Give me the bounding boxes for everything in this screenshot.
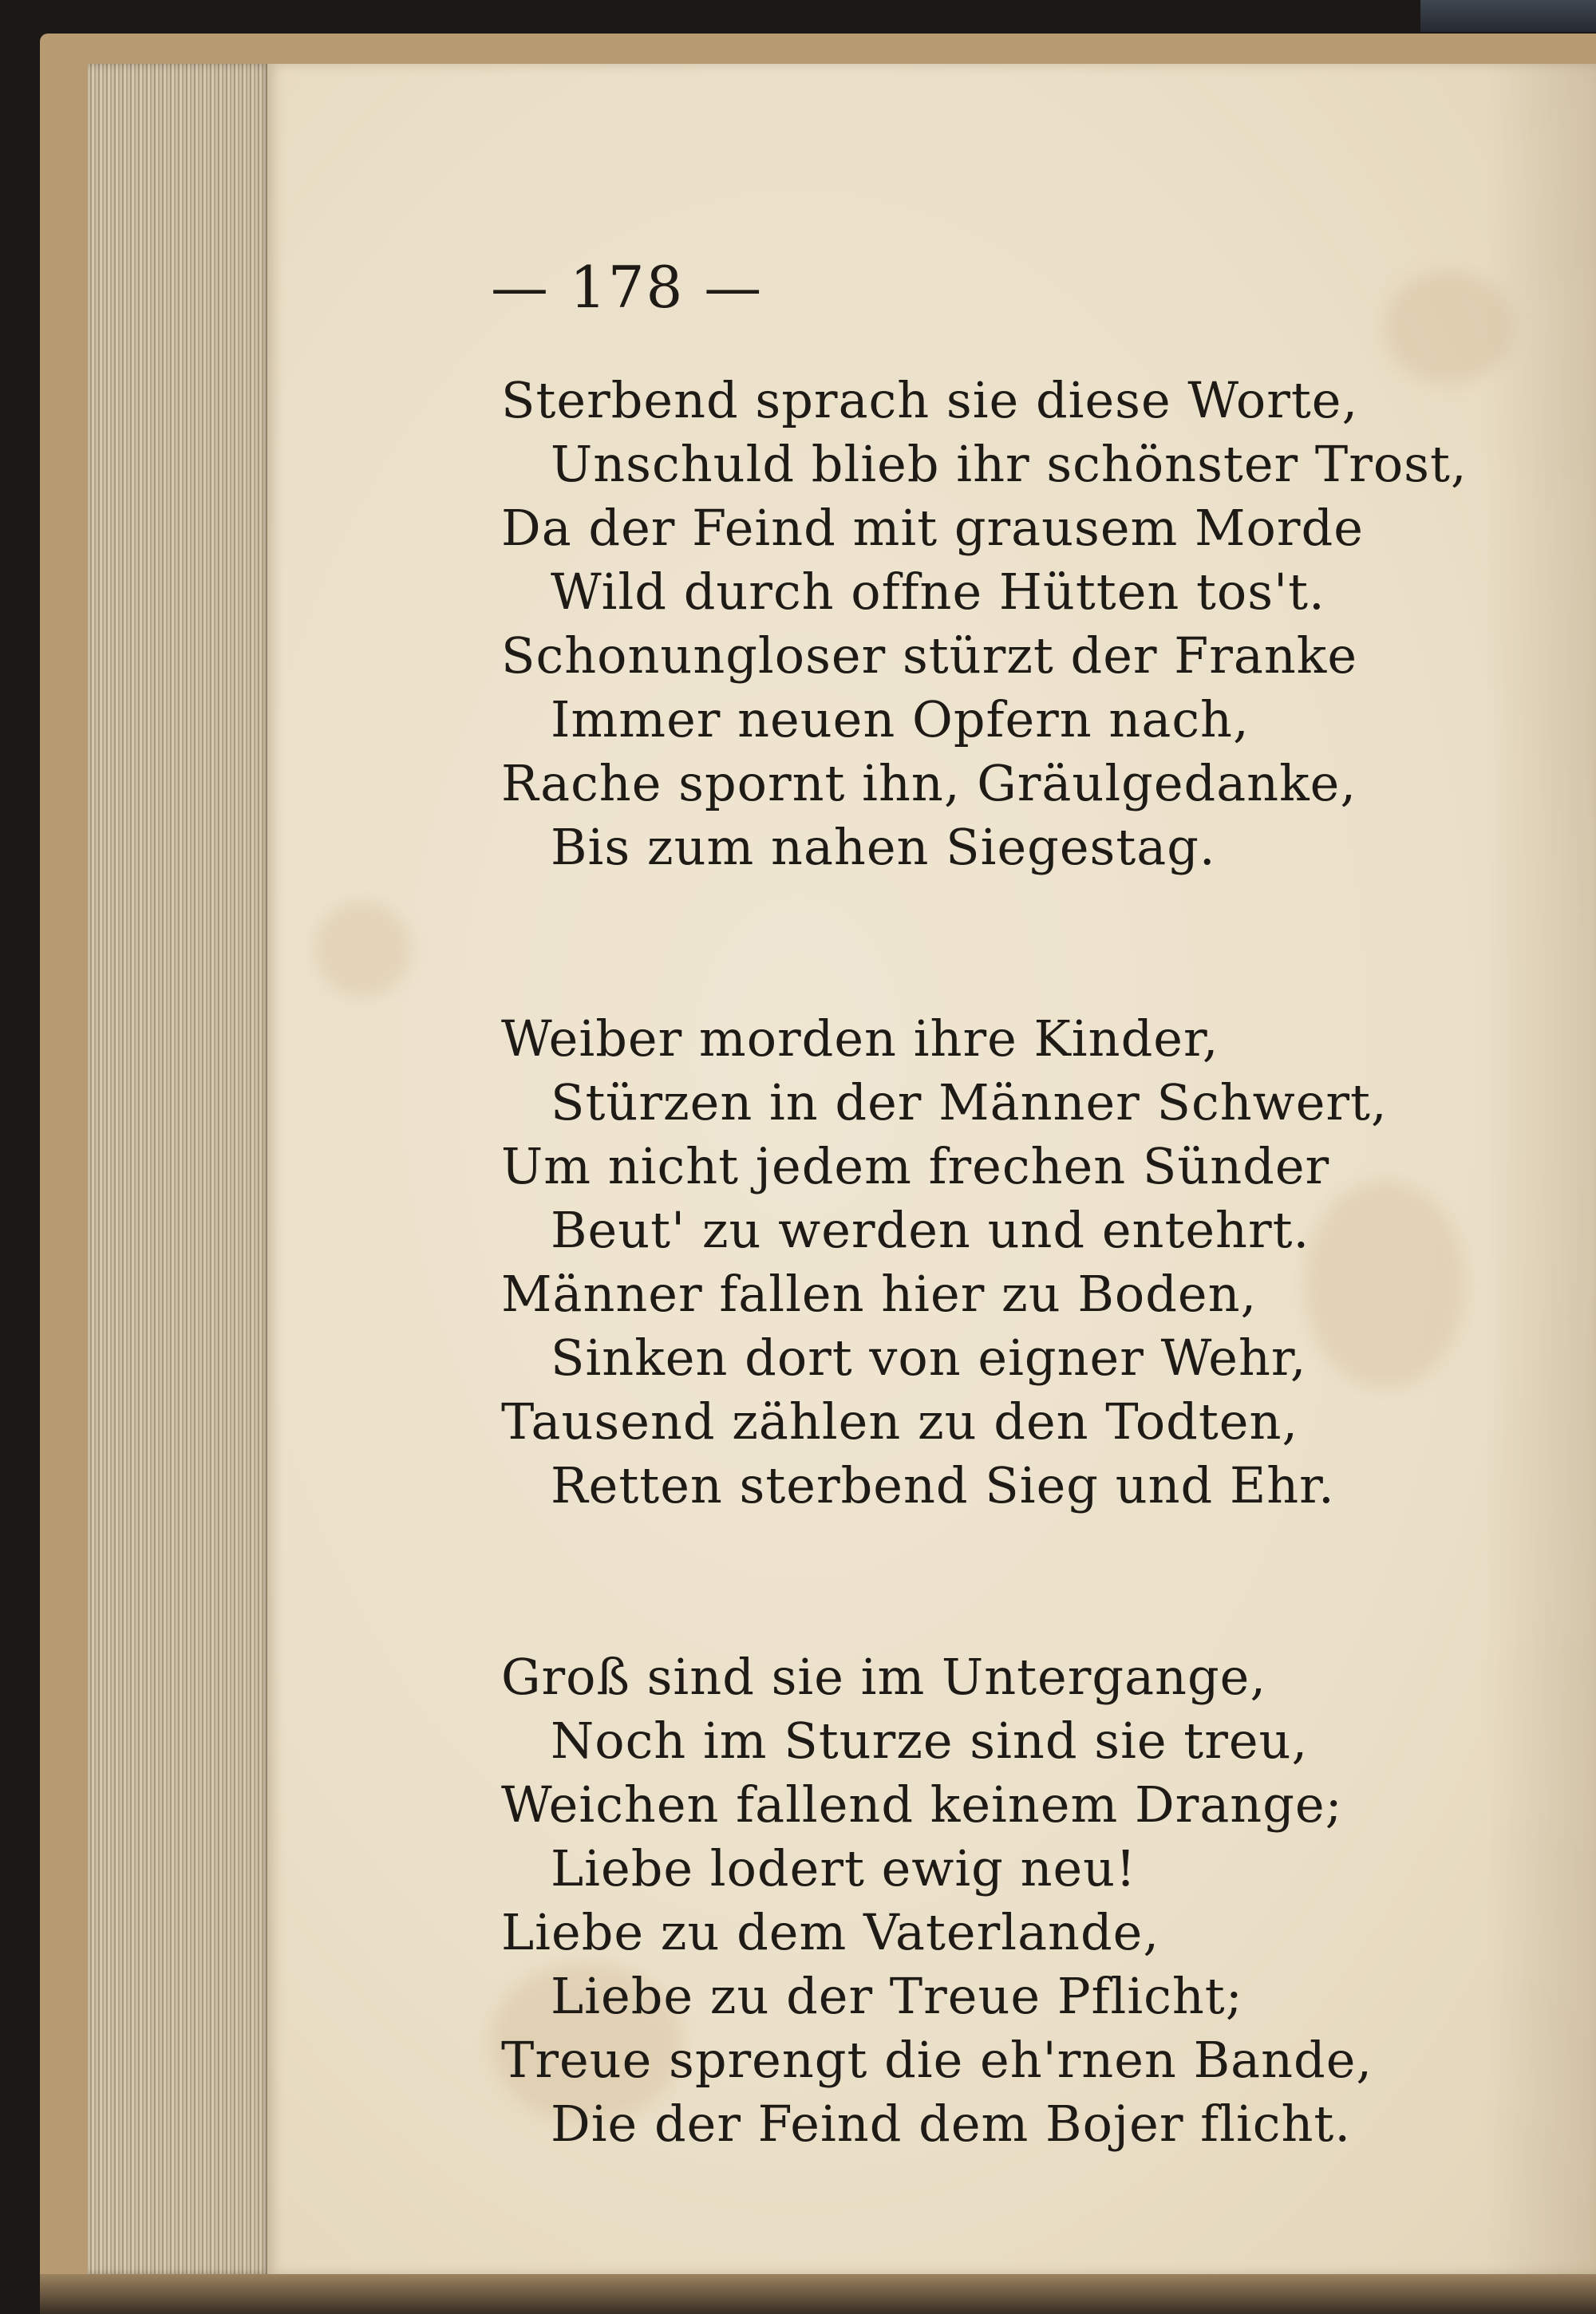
poem-line: Weiber morden ihre Kinder, (501, 1009, 1219, 1068)
poem-line: Die der Feind dem Bojer flicht. (551, 2095, 1352, 2153)
poem-line: Da der Feind mit grausem Morde (501, 499, 1364, 557)
poem-line: Retten sterbend Sieg und Ehr. (551, 1456, 1335, 1514)
page-edges (88, 64, 271, 2274)
poem-line: Liebe zu der Treue Pflicht; (551, 1967, 1243, 2025)
book-spine (1420, 0, 1596, 32)
poem-line: Bis zum nahen Siegestag. (551, 818, 1216, 876)
poem-line: Weichen fallend keinem Drange; (501, 1775, 1343, 1834)
poem-line: Noch im Sturze sind sie treu, (551, 1712, 1309, 1770)
poem-line: Sterbend sprach sie diese Worte, (501, 371, 1359, 429)
poem-line: Sinken dort von eigner Wehr, (551, 1329, 1307, 1387)
poem-line: Liebe zu dem Vaterlande, (501, 1903, 1160, 1961)
page-number: — 178 — (491, 254, 764, 321)
poem-line: Beut' zu werden und entehrt. (551, 1201, 1310, 1259)
stanza-2 (501, 1007, 1443, 1518)
poem-line: Treue sprengt die eh'rnen Bande, (501, 2031, 1373, 2089)
stanza-3 (501, 1645, 1443, 2156)
poem-line: Rache spornt ihn, Gräulgedanke, (501, 754, 1357, 812)
poem-line: Liebe lodert ewig neu! (551, 1839, 1137, 1897)
poem-line: Tausend zählen zu den Todten, (501, 1392, 1299, 1451)
poem-line: Groß sind sie im Untergange, (501, 1648, 1267, 1706)
poem-text (501, 369, 1468, 2156)
foxing-stain (315, 902, 411, 997)
poem-line: Schonungloser stürzt der Franke (501, 626, 1358, 685)
page-shadow (1484, 64, 1596, 2274)
book-cover-edge (40, 2274, 1596, 2314)
poem-line: Unschuld blieb ihr schönster Trost, (551, 435, 1468, 493)
poem-line: Stürzen in der Männer Schwert, (551, 1073, 1388, 1131)
stanza-1 (501, 369, 1468, 879)
poem-line: Männer fallen hier zu Boden, (501, 1265, 1258, 1323)
poem-line: Immer neuen Opfern nach, (551, 690, 1250, 748)
poem-line: Wild durch offne Hütten tos't. (551, 563, 1325, 621)
poem-line: Um nicht jedem frechen Sünder (501, 1137, 1330, 1195)
